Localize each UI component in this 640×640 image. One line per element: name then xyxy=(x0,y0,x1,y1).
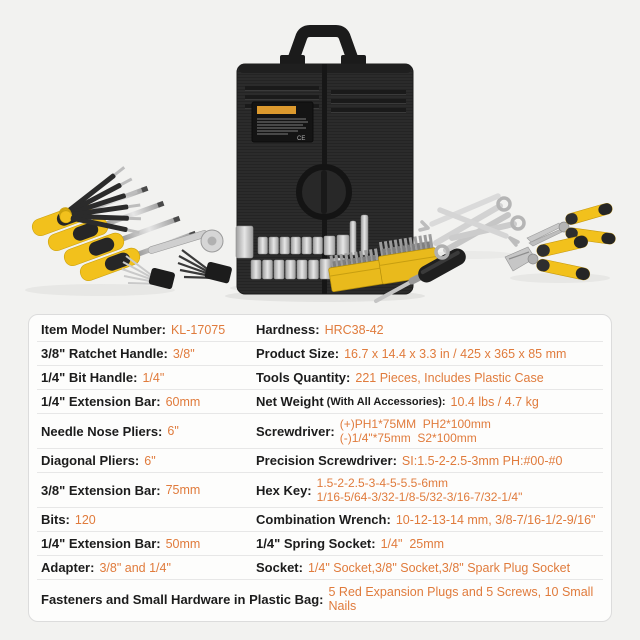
ratchet-handle xyxy=(147,230,223,255)
label-orange-band xyxy=(257,106,296,114)
spec-value: KL-17075 xyxy=(170,322,226,337)
spec-label: 1/4" Extension Bar: xyxy=(41,536,161,551)
spec-label: Diagonal Pliers: xyxy=(41,453,140,468)
spec-label: Combination Wrench: xyxy=(256,512,391,527)
spec-row xyxy=(37,531,603,555)
spec-label: Hardness: xyxy=(256,322,320,337)
spec-label: Adapter: xyxy=(41,560,95,575)
spec-label: Fasteners and Small Hardware in Plastic Bag: xyxy=(41,591,324,607)
spec-label: 3/8" Extension Bar: xyxy=(41,482,161,498)
combination-wrench-set xyxy=(420,196,524,258)
screwdriver-set xyxy=(30,180,198,283)
spec-value: 6" xyxy=(167,424,179,438)
spec-value: 50mm xyxy=(165,536,201,551)
product-photo-illustration xyxy=(0,0,640,312)
spec-label: Needle Nose Pliers: xyxy=(41,423,163,439)
spec-value: 5 Red Expansion Plugs and 5 Screws, 10 Small Nails xyxy=(328,585,597,613)
spec-label: Bits: xyxy=(41,512,70,527)
spec-label: Hex Key: xyxy=(256,482,312,498)
spec-value: 6" xyxy=(144,453,156,468)
spec-label: Screwdriver: xyxy=(256,423,335,439)
spec-row xyxy=(37,389,603,413)
spec-row xyxy=(37,318,603,341)
spec-value: 3/8" xyxy=(172,346,195,361)
spec-row xyxy=(37,472,603,507)
spec-row xyxy=(37,448,603,472)
spec-row xyxy=(37,507,603,531)
hex-key-set-sae xyxy=(178,250,233,284)
spec-label: Socket: xyxy=(256,560,303,575)
spec-value: 10.4 lbs / 4.7 kg xyxy=(450,394,539,409)
product-photo xyxy=(0,0,640,312)
spec-label: 1/4" Bit Handle: xyxy=(41,370,138,385)
spec-row xyxy=(37,341,603,365)
ce-mark: CE xyxy=(297,136,306,142)
spec-value: 3/8" and 1/4" xyxy=(99,560,171,575)
spec-value: 60mm xyxy=(165,394,201,409)
spec-value: HRC38-42 xyxy=(324,322,384,337)
spec-label: Product Size: xyxy=(256,346,340,361)
spec-value: (+)PH1*75MM PH2*100mm (-)1/4"*75mm S2*100mm xyxy=(339,417,491,445)
spec-value: 10-12-13-14 mm, 3/8-7/16-1/2-9/16" xyxy=(395,512,596,527)
spec-value: 16.7 x 14.4 x 3.3 in / 425 x 365 x 85 mm xyxy=(344,346,567,361)
spec-row xyxy=(37,555,603,579)
spec-label: Precision Screwdriver: xyxy=(256,453,397,468)
case-label xyxy=(252,102,313,142)
spec-value: 1/4" xyxy=(142,370,165,385)
spec-label: Item Model Number: xyxy=(41,322,166,337)
spec-label: 1/4" Extension Bar: xyxy=(41,394,161,409)
spec-value: 1.5-2-2.5-3-4-5-5.5-6mm 1/16-5/64-3/32-1/8-5/32-3/16-7/32-1/4" xyxy=(316,476,523,504)
spec-value: 221 Pieces, Includes Plastic Case xyxy=(355,370,544,385)
spec-label: Tools Quantity: xyxy=(256,370,351,385)
spec-value: 75mm xyxy=(165,483,201,497)
spec-label-note: (With All Accessories): xyxy=(326,395,446,408)
spec-label: Net Weight xyxy=(256,394,324,409)
spec-value: 1/4" 25mm xyxy=(380,536,445,551)
spec-label: 3/8" Ratchet Handle: xyxy=(41,346,168,361)
spec-table xyxy=(28,314,612,622)
spec-value: 1/4" Socket,3/8" Socket,3/8" Spark Plug Socket xyxy=(307,560,571,575)
spec-row xyxy=(37,413,603,448)
spec-value: SI:1.5-2-2.5-3mm PH:#00-#0 xyxy=(401,453,563,468)
spec-value: 120 xyxy=(74,512,96,527)
spec-footer-row xyxy=(37,579,603,618)
spec-row xyxy=(37,365,603,389)
spec-label: 1/4" Spring Socket: xyxy=(256,536,376,551)
